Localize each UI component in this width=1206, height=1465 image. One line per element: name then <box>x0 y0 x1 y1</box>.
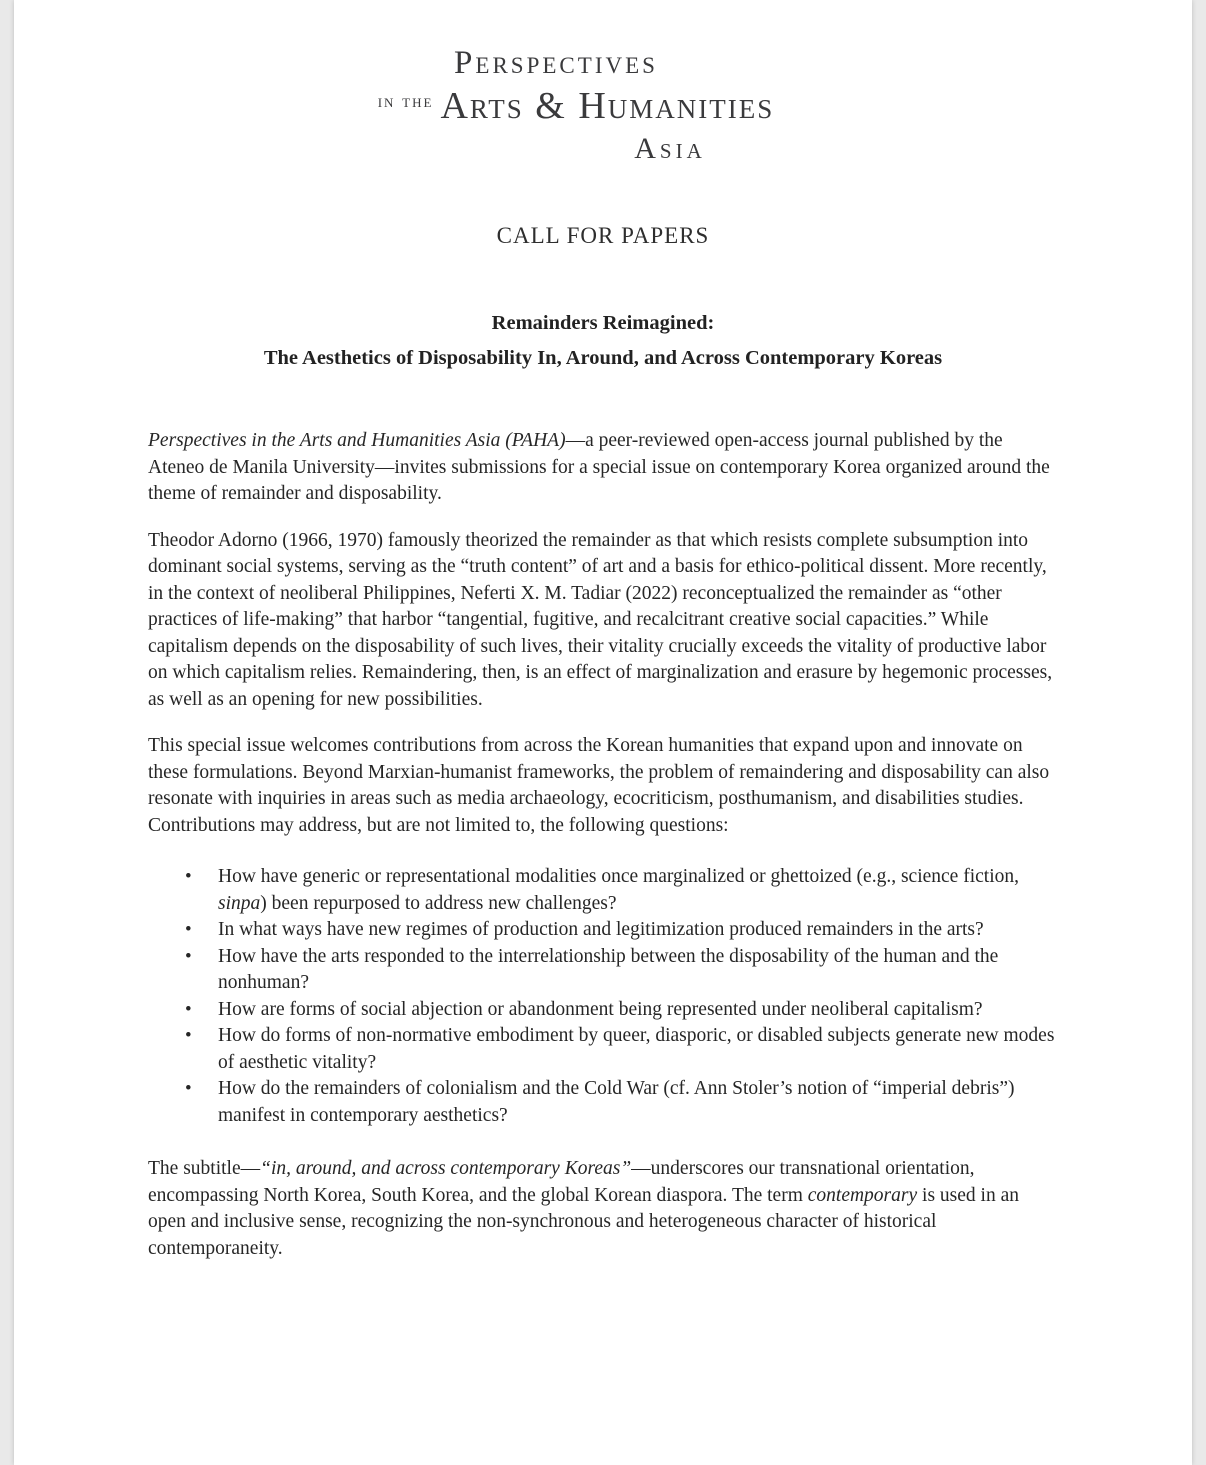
logo-word-arts-humanities: Arts & Humanities <box>440 85 775 127</box>
question-item-1: • How have generic or representational modalities once marginalized or ghettoized (e.g., science fiction, sinpa) been repurposed to address new challenges? <box>218 864 1058 917</box>
paragraph-intro: Perspectives in the Arts and Humanities Asia (PAHA)—a peer-reviewed open-access journal published by the Ateneo de Manila University—invites submissions for a special issue on contemporary Korea organized around the theme of remainder and disposability. <box>148 430 1050 504</box>
document-page <box>14 0 1192 1465</box>
logo-word-asia: Asia <box>634 132 706 165</box>
logo-line-asia <box>215 132 1125 166</box>
paragraph-welcome: This special issue welcomes contributions from across the Korean humanities that expand upon and innovate on these formulations. Beyond Marxian-humanist frameworks, the problem of remaindering and disposability can also resonate with inquiries in areas such as media archaeology, ecocriticism, posthumanism, and disabilities studies. Contributions may address, but are not limited to, the following questions: <box>148 735 1050 836</box>
call-for-papers-heading: CALL FOR PAPERS <box>496 223 710 248</box>
logo-line-arts-humanities <box>121 84 1031 128</box>
question-item-2: • In what ways have new regimes of production and legitimization produced remainders in the arts? <box>218 917 1058 944</box>
paragraph-adorno: Theodor Adorno (1966, 1970) famously theorized the remainder as that which resists complete subsumption into dominant social systems, serving as the “truth content” of art and a basis for ethico-political dissent. More recently, in the context of neoliberal Philippines, Neferti X. M. Tadiar (2022) reconceptualized the remainder as “other practices of life-making” that harbor “tangential, fugitive, and recalcitrant creative social capacities.” While capitalism depends on the disposability of such lives, their vitality crucially exceeds the vitality of productive labor on which capitalism relies. Remaindering, then, is an effect of marginalization and erasure by hegemonic processes, as well as an opening for new possibilities. <box>148 529 1053 710</box>
issue-title-line1: Remainders Reimagined: <box>491 312 715 334</box>
logo-word-perspectives: Perspectives <box>454 45 658 81</box>
issue-title-line2: The Aesthetics of Disposability In, Around, and Across Contemporary Koreas <box>263 347 943 369</box>
questions-list <box>148 864 1058 1129</box>
page-content <box>14 0 1192 1322</box>
logo-line-perspectives <box>101 45 1011 82</box>
logo-word-in-the: in the <box>377 91 434 112</box>
question-item-4: • How are forms of social abjection or abandonment being represented under neoliberal capitalism? <box>218 997 1058 1024</box>
paragraph-subtitle: The subtitle—“in, around, and across contemporary Koreas”—underscores our transnational orientation, encompassing North Korea, South Korea, and the global Korean diaspora. The term contemporary is used in an open and inclusive sense, recognizing the non-synchronous and heterogeneous character of historical contemporaneity. <box>148 1158 1019 1259</box>
issue-title <box>148 312 1058 370</box>
question-item-5: • How do forms of non-normative embodiment by queer, diasporic, or disabled subjects generate new modes of aesthetic vitality? <box>218 1023 1058 1076</box>
journal-logo <box>148 45 1058 166</box>
question-item-6: • How do the remainders of colonialism and the Cold War (cf. Ann Stoler’s notion of “imperial debris”) manifest in contemporary aesthetics? <box>218 1076 1058 1129</box>
question-item-3: • How have the arts responded to the interrelationship between the disposability of the human and the nonhuman? <box>218 944 1058 997</box>
